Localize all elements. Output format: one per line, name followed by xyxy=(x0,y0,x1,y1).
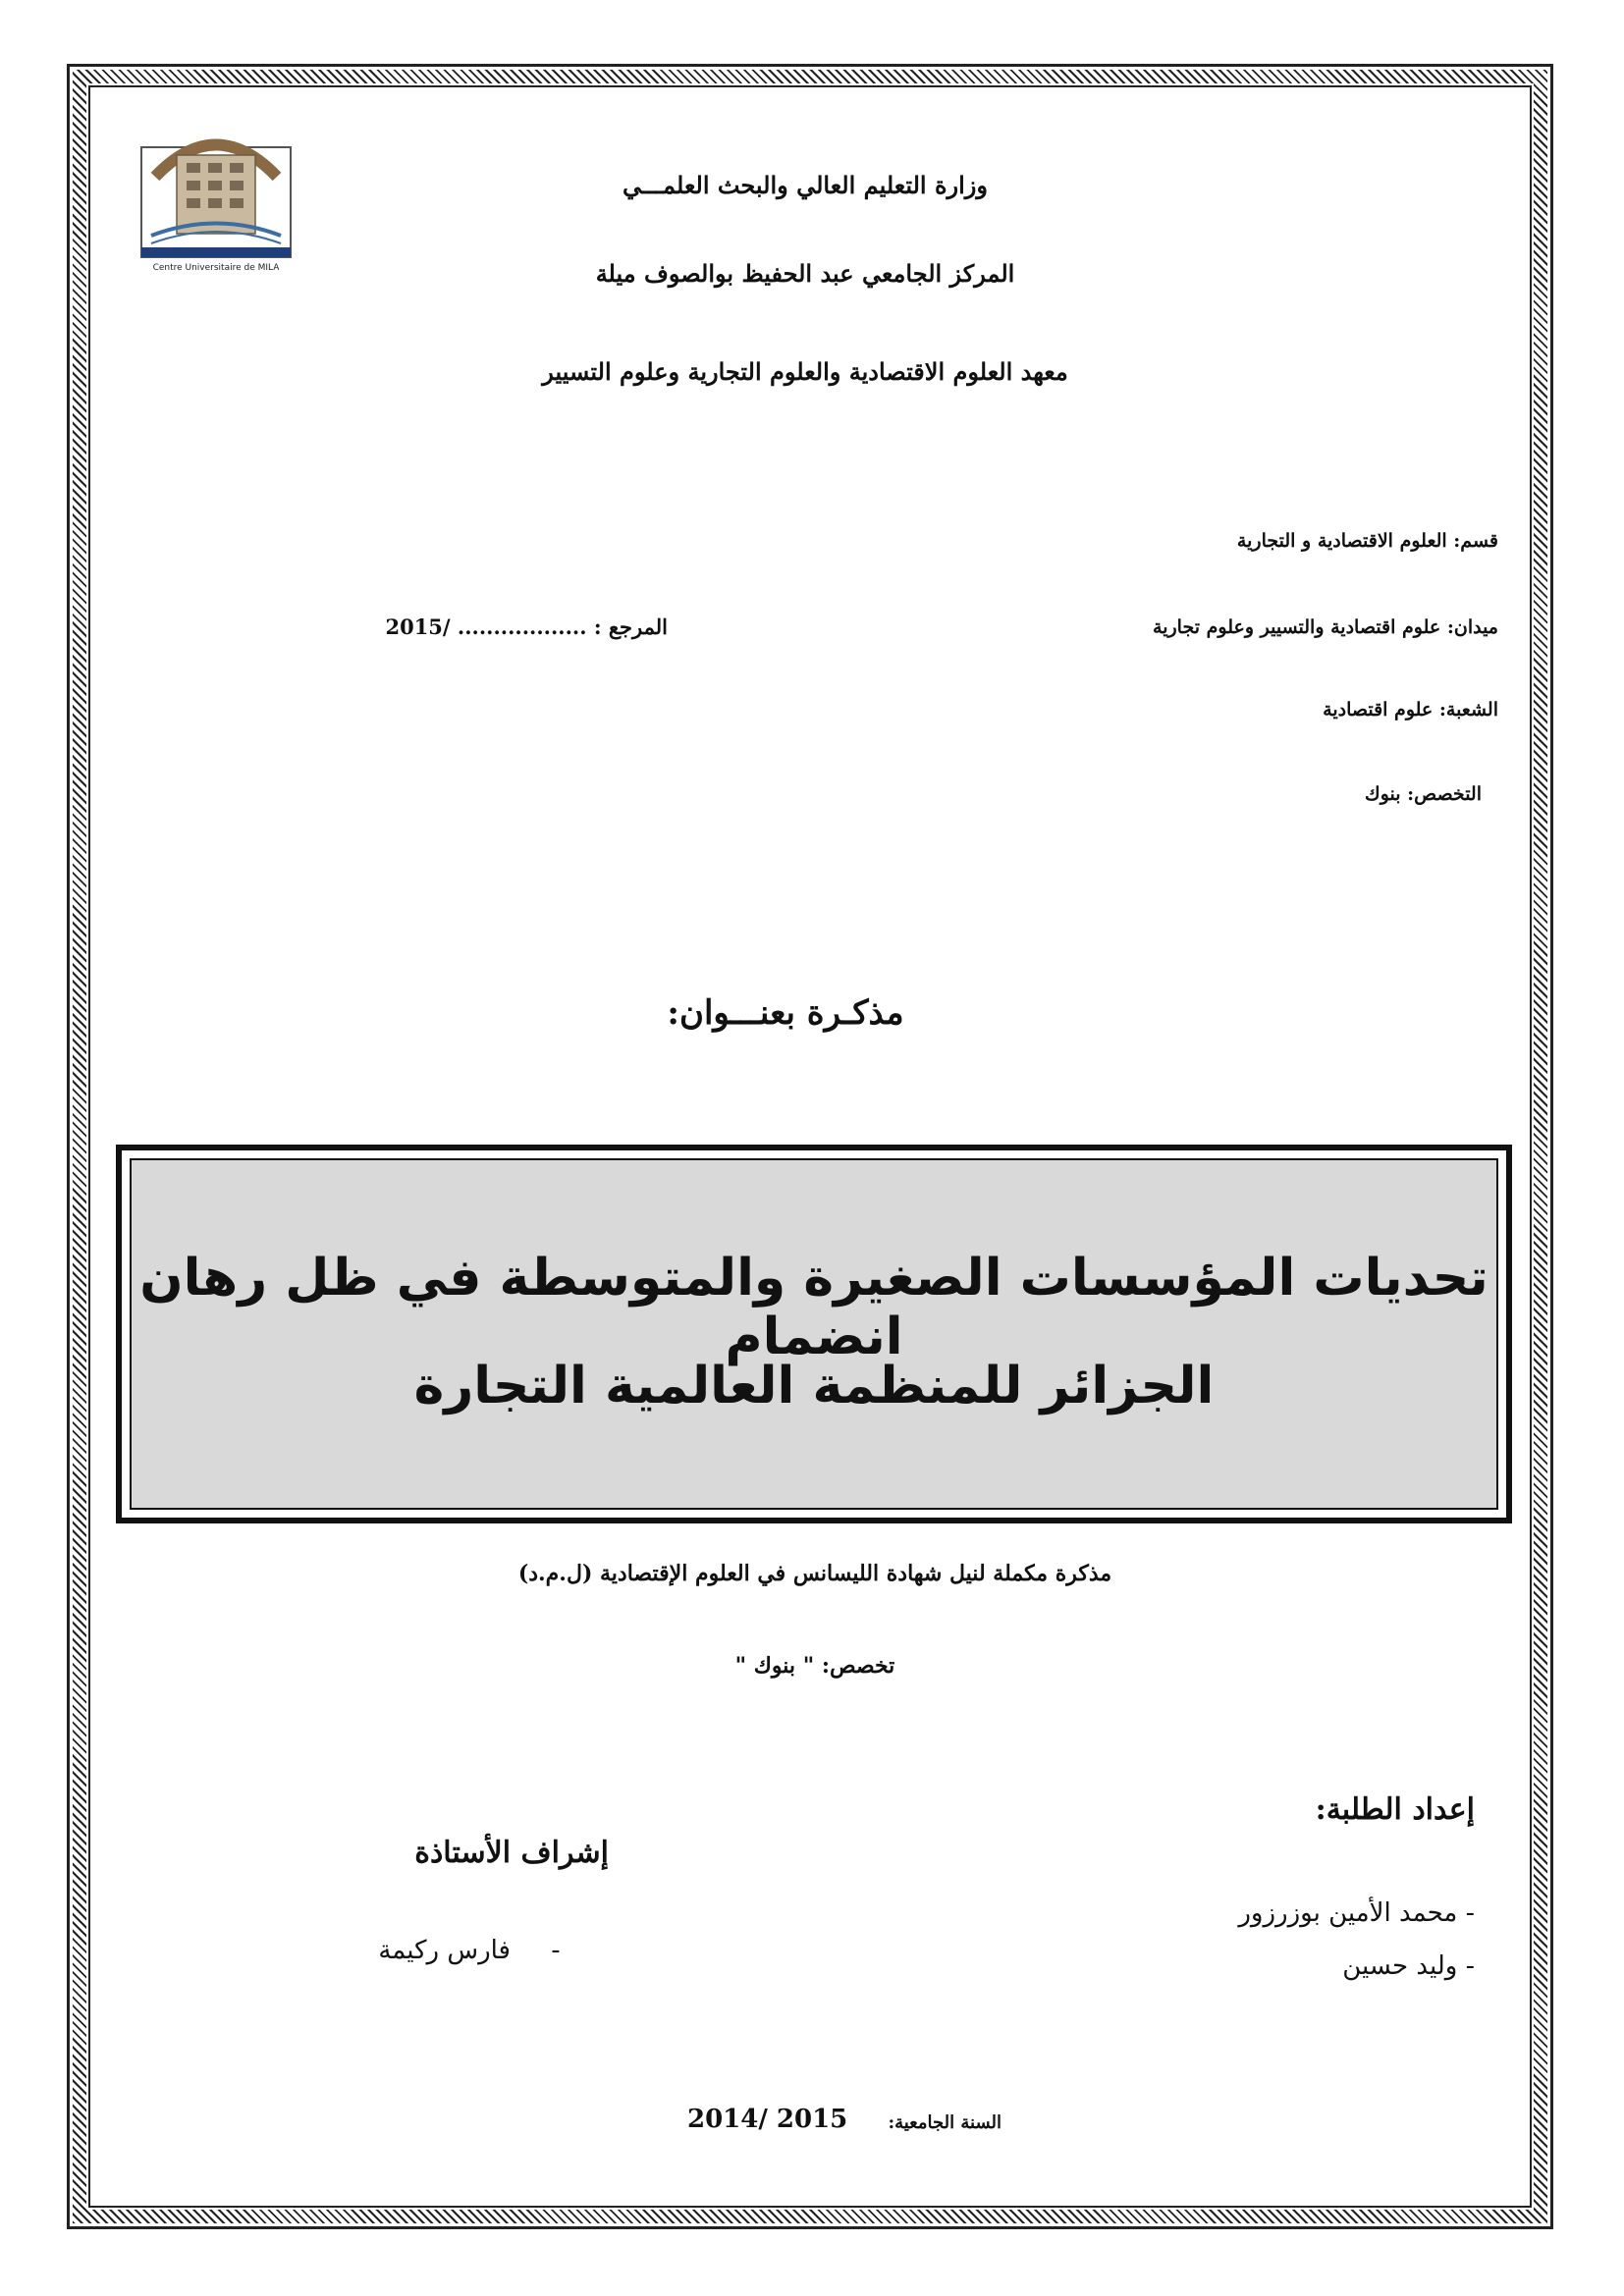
academic-year-value: 2014/ 2015 xyxy=(687,2105,848,2134)
department-line: قسم: العلوم الاقتصادية و التجارية xyxy=(1236,530,1498,552)
students-heading: إعداد الطلبة: xyxy=(1315,1792,1475,1827)
supervisor-name: فارس ركيمة xyxy=(378,1936,511,1965)
memo-label: مذكـرة بعنـــوان: xyxy=(667,993,904,1033)
title-box xyxy=(116,1145,1512,1523)
thesis-title-line-2: الجزائر للمنظمة العالمية التجارة xyxy=(413,1357,1215,1415)
university-center-name: المركز الجامعي عبد الحفيظ بوالصوف ميلة xyxy=(595,259,1015,288)
reference-line: المرجع : .................. /2015 xyxy=(385,614,668,639)
university-building-icon xyxy=(137,118,295,260)
branch-line: الشعبة: علوم اقتصادية xyxy=(1323,699,1498,721)
specialty-line: التخصص: بنوك xyxy=(1365,783,1482,805)
supervisor-heading: إشراف الأستاذة xyxy=(414,1836,609,1870)
logo-caption: Centre Universitaire de MILA xyxy=(152,263,280,273)
title-box-inner xyxy=(130,1158,1498,1510)
ministry-name: وزارة التعليم العالي والبحث العلمـــي xyxy=(623,171,988,199)
university-logo xyxy=(137,118,295,275)
supervisor-dash: - xyxy=(551,1936,561,1965)
specialization-line: تخصص: " بنوك " xyxy=(734,1653,895,1679)
student-name-1: - محمد الأمين بوزرزور xyxy=(1238,1898,1475,1928)
degree-statement: مذكرة مكملة لنيل شهادة الليسانس في العلوم الإقتصادية (ل.م.د) xyxy=(517,1561,1112,1586)
student-name-2: - وليد حسين xyxy=(1342,1951,1475,1981)
thesis-title-line-1: تحديات المؤسسات الصغيرة والمتوسطة في ظل رهان انضمام xyxy=(139,1249,1489,1366)
academic-year-label: السنة الجامعية: xyxy=(888,2112,1001,2133)
field-line: ميدان: علوم اقتصادية والتسيير وعلوم تجارية xyxy=(1153,616,1498,638)
institute-name: معهد العلوم الاقتصادية والعلوم التجارية وعلوم التسيير xyxy=(542,357,1068,386)
